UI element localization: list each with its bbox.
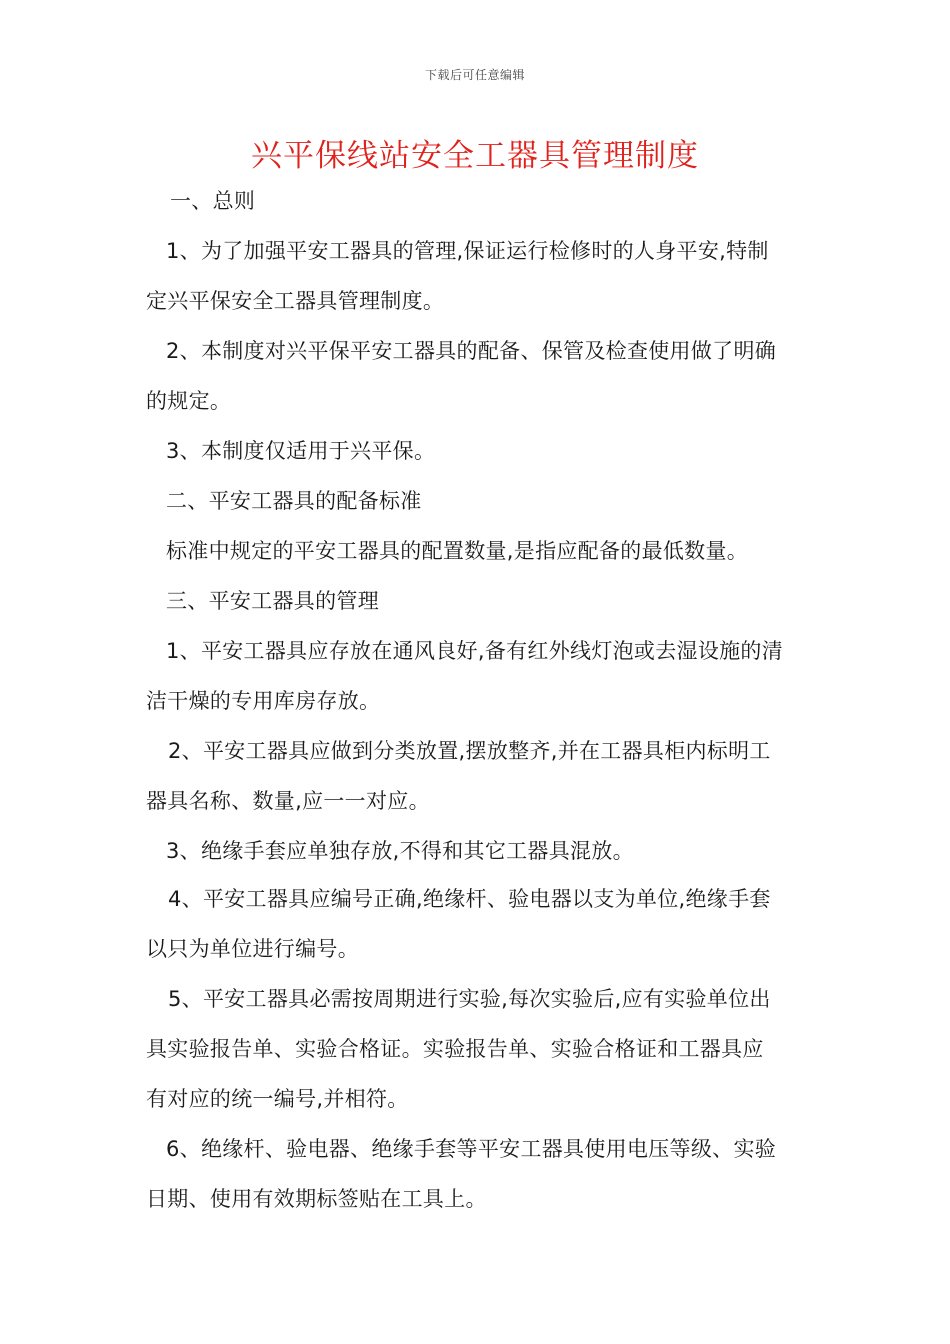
paragraph-line: 1、平安工器具应存放在通风良好,备有红外线灯泡或去湿设施的清 <box>166 639 784 663</box>
paragraph-line: 2、平安工器具应做到分类放置,摆放整齐,并在工器具柜内标明工 <box>168 739 771 763</box>
header-note: 下载后可任意编辑 <box>424 68 525 82</box>
paragraph-line: 以只为单位进行编号。 <box>146 937 359 961</box>
section-heading-equipment-standard: 二、平安工器具的配备标准 <box>166 489 422 513</box>
paragraph-line: 4、平安工器具应编号正确,绝缘杆、验电器以支为单位,绝缘手套 <box>168 887 771 911</box>
paragraph-line: 日期、使用有效期标签贴在工具上。 <box>146 1187 487 1211</box>
paragraph-line: 具实验报告单、实验合格证。实验报告单、实验合格证和工器具应 <box>146 1037 764 1061</box>
paragraph-line: 2、本制度对兴平保平安工器具的配备、保管及检查使用做了明确 <box>166 339 777 363</box>
section-heading-general: 一、总则 <box>170 189 256 213</box>
paragraph-line: 6、绝缘杆、验电器、绝缘手套等平安工器具使用电压等级、实验 <box>166 1137 777 1161</box>
paragraph-line: 标准中规定的平安工器具的配置数量,是指应配备的最低数量。 <box>166 539 749 563</box>
paragraph-line: 3、绝缘手套应单独存放,不得和其它工器具混放。 <box>166 839 634 863</box>
paragraph-line: 有对应的统一编号,并相符。 <box>146 1087 409 1111</box>
paragraph-line: 5、平安工器具必需按周期进行实验,每次实验后,应有实验单位出 <box>168 987 771 1011</box>
document-title: 兴平保线站安全工器具管理制度 <box>251 138 699 174</box>
paragraph-line: 洁干燥的专用库房存放。 <box>146 689 381 713</box>
paragraph-line: 1、为了加强平安工器具的管理,保证运行检修时的人身平安,特制 <box>166 239 769 263</box>
paragraph-line: 器具名称、数量,应一一对应。 <box>146 789 430 813</box>
section-heading-management: 三、平安工器具的管理 <box>166 589 379 613</box>
paragraph-line: 定兴平保安全工器具管理制度。 <box>146 289 445 313</box>
paragraph-line: 3、本制度仅适用于兴平保。 <box>166 439 436 463</box>
paragraph-line: 的规定。 <box>146 389 232 413</box>
